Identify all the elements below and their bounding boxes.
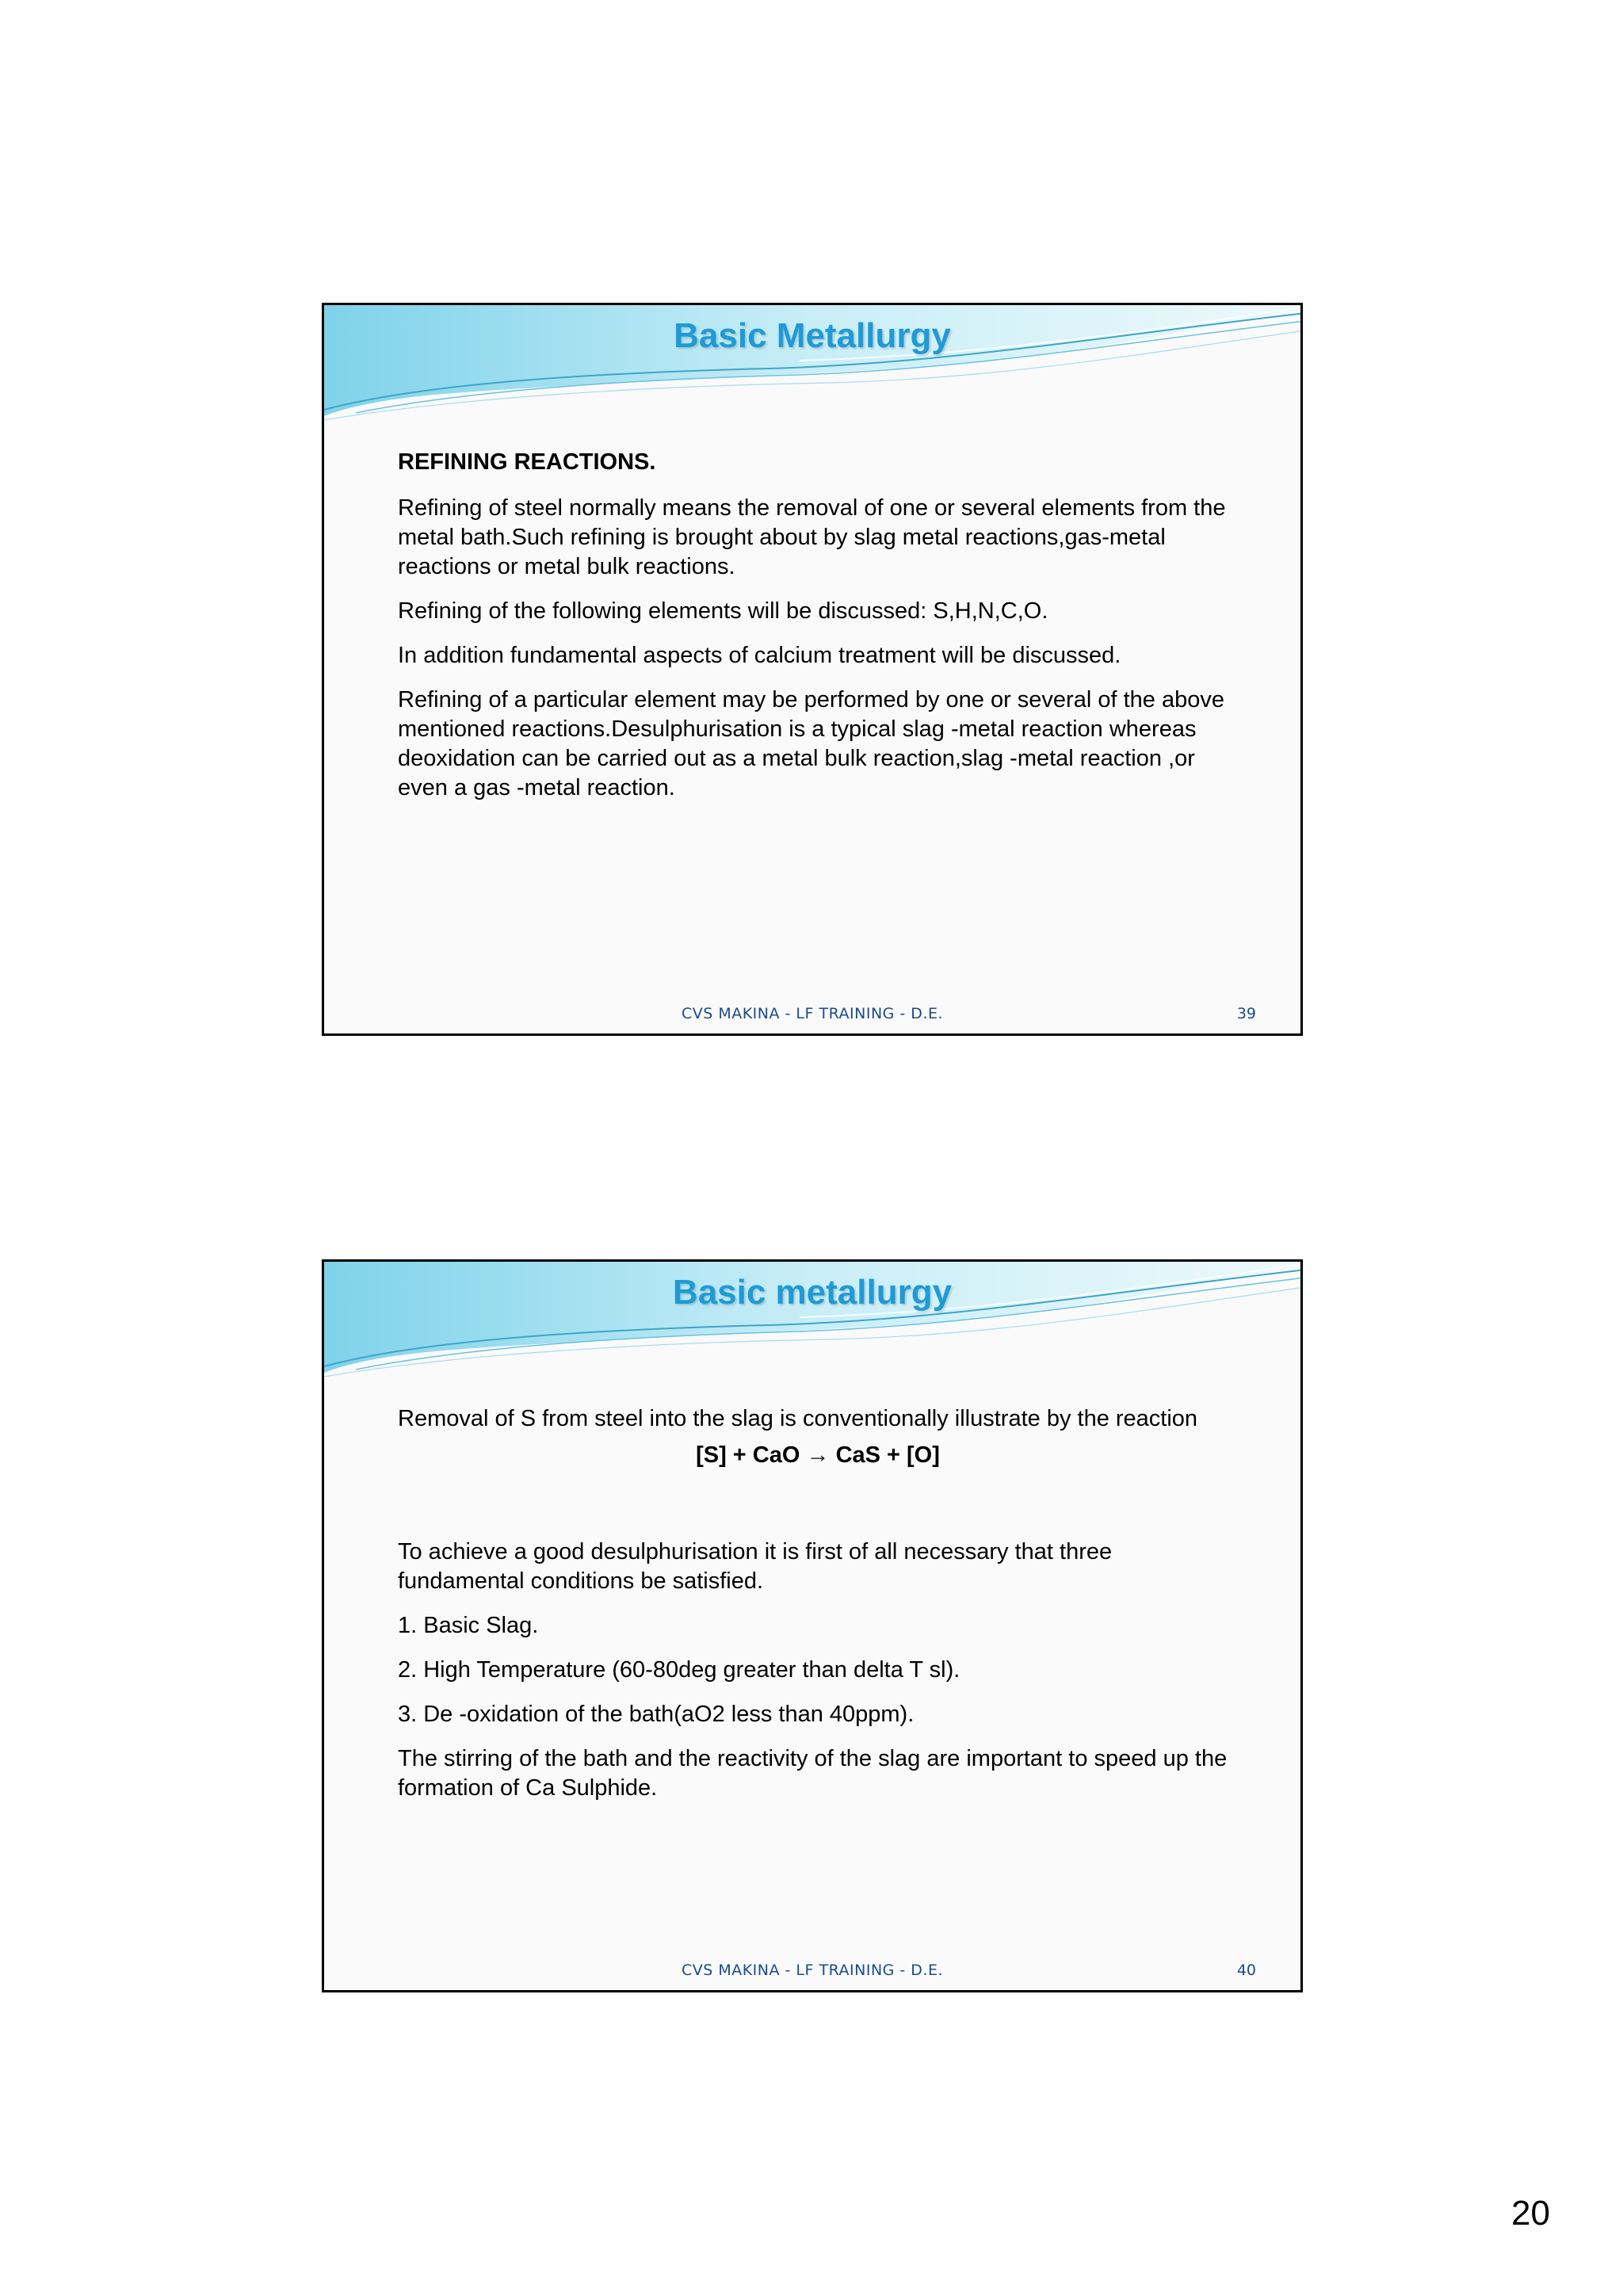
paragraph: Refining of steel normally means the removal of one or several elements from the metal bath.Such refining is brought about by slag metal reactions,gas-metal reactions or metal bulk reactions. [398,495,1226,579]
paragraph: In addition fundamental aspects of calcium treatment will be discussed. [398,643,1121,668]
equation-right: CaS + [O] [835,1442,940,1468]
slide-title: Basic Metallurgy [674,316,951,355]
list-item: 3. De -oxidation of the bath(aO2 less than 40ppm). [398,1702,915,1727]
slide-footer: CVS MAKINA - LF TRAINING - D.E. [681,1962,944,1979]
slide-body [398,448,1238,818]
slide-footer: CVS MAKINA - LF TRAINING - D.E. [681,1005,944,1022]
page-number: 20 [1511,2194,1550,2233]
slide-title: Basic metallurgy [672,1273,953,1312]
slide-39 [322,303,1303,1036]
equation-left: [S] + CaO [696,1442,800,1468]
paragraph: To achieve a good desulphurisation it is first of all necessary that three fundamental conditions be satisfied. [398,1539,1113,1594]
paragraph: Refining of the following elements will be discussed: S,H,N,C,O. [398,598,1048,624]
slide-number: 40 [1236,1962,1256,1979]
section-heading: REFINING REACTIONS. [398,449,656,475]
arrow-icon: → [806,1442,830,1468]
paragraph: Removal of S from steel into the slag is conventionally illustrate by the reaction [398,1406,1198,1431]
slide-body [398,1404,1238,1818]
slide-number: 39 [1236,1005,1256,1022]
reaction-equation [398,1441,1238,1470]
list-item: 1. Basic Slag. [398,1613,539,1638]
list-item: 2. High Temperature (60-80deg greater than delta T sl). [398,1657,960,1683]
slide-40 [322,1259,1303,1992]
paragraph: Refining of a particular element may be performed by one or several of the above mentioned reactions.Desulphurisation is a typical slag -metal reaction whereas deoxidation can be carried out as a metal bulk reaction,slag -metal reaction ,or even a gas -metal reaction. [398,687,1224,800]
paragraph: The stirring of the bath and the reactivity of the slag are important to speed up the formation of Ca Sulphide. [398,1746,1228,1801]
